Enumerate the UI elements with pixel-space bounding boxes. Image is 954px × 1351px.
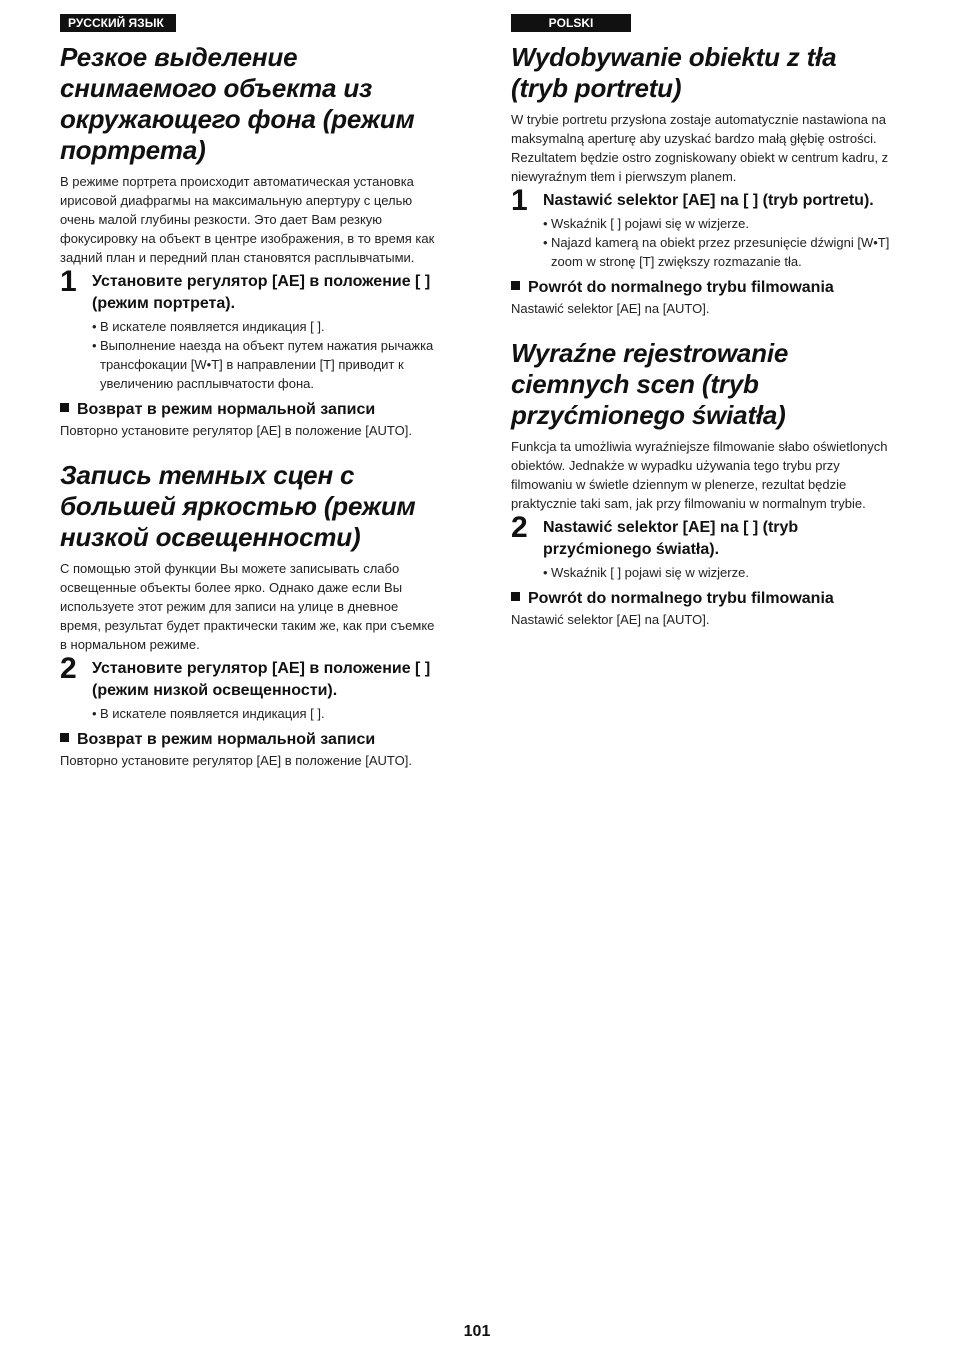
bullet-item: • Wskaźnik [ ] pojawi się w wizjerze.	[543, 214, 891, 233]
return-heading	[60, 729, 440, 751]
step	[60, 652, 440, 702]
bullet-list	[511, 563, 891, 582]
return-body: Повторно установите регулятор [AE] в положение [AUTO].	[60, 423, 412, 438]
step-text: Nastawić selektor [AE] na [ ] (tryb portretu).	[543, 192, 874, 209]
section-title: Wydobywanie obiektu z tła (tryb portretu)	[511, 42, 837, 103]
section-title: Резкое выделение снимаемого объекта из окружающего фона (режим портрета)	[60, 42, 415, 165]
bullet-item: • Najazd kamerą na obiekt przez przesunięcie dźwigni [W•T] zoom w stronę [T] zwiększy rozmazanie tła.	[543, 233, 891, 271]
polish-column	[511, 14, 891, 639]
language-tag: РУССКИЙ ЯЗЫК	[60, 14, 176, 32]
section-body: Funkcja ta umożliwia wyraźniejsze filmowanie słabo oświetlonych obiektów. Jednakże w wypadku używania tego trybu przy filmowaniu w świetle dziennym w plenerze, rezultat będzie praktycznie taki sam, jak przy filmowaniu w normalnym trybie.	[511, 439, 888, 511]
low-light-mode-section	[511, 338, 891, 629]
bullet-item: • В искателе появляется индикация [ ].	[92, 704, 440, 723]
section-title: Запись темных сцен с большей яркостью (режим низкой освещенности)	[60, 460, 416, 552]
portrait-mode-section	[511, 42, 891, 318]
step	[511, 511, 891, 561]
bullet-list	[60, 704, 440, 723]
return-heading-text: Powrót do normalnego trybu filmowania	[528, 590, 834, 607]
page-number: 101	[463, 1323, 491, 1340]
return-heading-text: Возврат в режим нормальной записи	[77, 401, 376, 418]
bullet-list	[511, 214, 891, 271]
square-bullet-icon	[511, 592, 520, 601]
portrait-mode-section	[60, 42, 440, 440]
square-bullet-icon	[60, 403, 69, 412]
bullet-list	[60, 317, 440, 393]
low-light-mode-section	[60, 460, 440, 770]
return-heading	[60, 399, 440, 421]
return-body: Nastawić selektor [AE] na [AUTO].	[511, 612, 710, 627]
step	[511, 184, 891, 217]
return-heading	[511, 277, 891, 299]
bullet-item: • В искателе появляется индикация [ ].	[92, 317, 440, 336]
bullet-item: • Wskaźnik [ ] pojawi się w wizjerze.	[543, 563, 891, 582]
section-body: В режиме портрета происходит автоматическая установка ирисовой диафрагмы на максимальную апертуру с целью очень малой глубины резкости. Это дает Вам резкую фокусировку на объект в центре изображения, в то время как задний план и передний план становятся расплывчатыми.	[60, 174, 435, 265]
section-title: Wyraźne rejestrowanie ciemnych scen (tryb przyćmionego światła)	[511, 338, 789, 430]
step-text: Установите регулятор [AE] в положение [ ] (режим портрета).	[92, 273, 431, 312]
return-heading-text: Powrót do normalnego trybu filmowania	[528, 279, 834, 296]
return-body: Nastawić selektor [AE] na [AUTO].	[511, 301, 710, 316]
return-heading-text: Возврат в режим нормальной записи	[77, 731, 376, 748]
section-body: С помощью этой функции Вы можете записывать слабо освещенные объекты более ярко. Однако даже если Вы используете этот режим для записи на улице в дневное время, результат будет практически таким же, как при съемке в нормальном режиме.	[60, 561, 435, 652]
section-body: W trybie portretu przysłona zostaje automatycznie nastawiona na maksymalną aperturę aby uzyskać bardzo małą głębię ostrości. Rezultatem będzie ostro zogniskowany obiekt w centrum kadru, z niewyraźnym tłem i pierwszym planem.	[511, 112, 889, 184]
return-heading	[511, 588, 891, 610]
return-body: Повторно установите регулятор [AE] в положение [AUTO].	[60, 753, 412, 768]
step-number: 1	[60, 265, 77, 298]
language-tag: POLSKI	[511, 14, 631, 32]
step-number: 1	[511, 184, 528, 217]
square-bullet-icon	[511, 281, 520, 290]
bullet-item: • Выполнение наезда на объект путем нажатия рычажка трансфокации [W•T] в направлении [T] приводит к увеличению расплывчатости фона.	[92, 336, 440, 393]
square-bullet-icon	[60, 733, 69, 742]
russian-column	[60, 14, 440, 780]
step-text: Nastawić selektor [AE] na [ ] (tryb przyćmionego światła).	[543, 519, 799, 558]
step-number: 2	[60, 652, 77, 685]
step	[60, 265, 440, 315]
step-text: Установите регулятор [AE] в положение [ ] (режим низкой освещенности).	[92, 660, 431, 699]
step-number: 2	[511, 511, 528, 544]
